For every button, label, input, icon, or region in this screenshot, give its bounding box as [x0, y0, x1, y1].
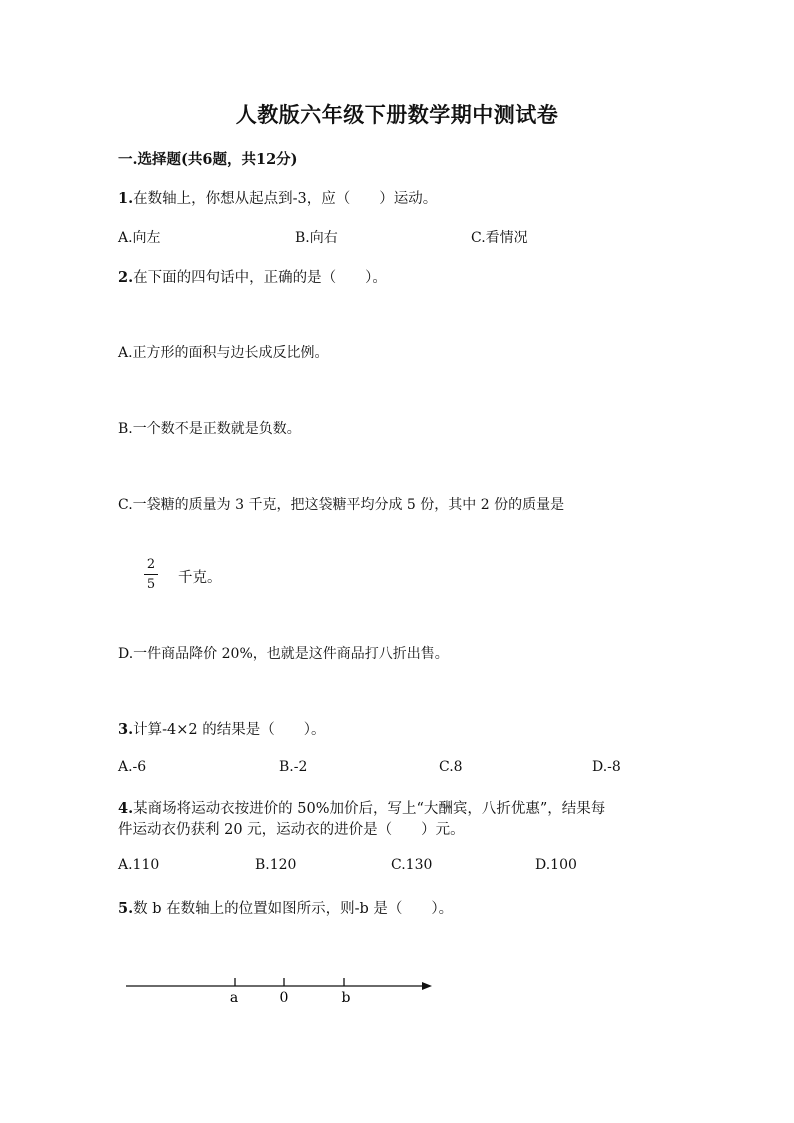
question-number: 5. — [118, 900, 134, 917]
question-4-line2: 件运动衣仍获利 20 元，运动衣的进价是（ ）元。 — [118, 822, 465, 838]
question-text: 在数轴上，你想从起点到-3，应（ ）运动。 — [133, 191, 438, 207]
page-title: 人教版六年级下册数学期中测试卷 — [235, 102, 559, 127]
option-b: B.向右 — [295, 230, 338, 246]
fraction-numerator: 2 — [146, 557, 156, 572]
option-a: A.-6 — [118, 759, 147, 775]
fraction-unit: 千克。 — [178, 570, 222, 586]
arrow-right-icon — [422, 982, 432, 990]
option-b: B.120 — [255, 857, 297, 873]
question-text-line1: 某商场将运动衣按进价的 50%加价后，写上“大酬宾，八折优惠”，结果每 — [133, 801, 606, 817]
fraction — [144, 557, 158, 592]
fraction-bar — [144, 574, 158, 575]
question-text: 数 b 在数轴上的位置如图所示，则-b 是（ ）。 — [133, 901, 454, 917]
option-d: D.-8 — [592, 759, 621, 775]
label-a: a — [229, 990, 239, 1006]
label-zero: 0 — [279, 990, 289, 1006]
question-2 — [118, 266, 387, 287]
option-c: C.一袋糖的质量为 3 千克，把这袋糖平均分成 5 份，其中 2 份的质量是 — [118, 497, 565, 513]
question-5 — [118, 897, 453, 918]
option-c: C.看情况 — [471, 230, 528, 246]
option-a: A.110 — [118, 857, 160, 873]
option-d: D.一件商品降价 20%，也就是这件商品打八折出售。 — [118, 646, 449, 662]
option-b: B.一个数不是正数就是负数。 — [118, 421, 301, 437]
question-number: 3. — [118, 721, 134, 738]
label-b: b — [341, 990, 351, 1006]
section-heading: 一.选择题(共6题，共12分) — [118, 151, 298, 168]
question-text: 计算-4×2 的结果是（ ）。 — [133, 722, 326, 738]
option-c: C.8 — [439, 759, 463, 775]
option-b: B.-2 — [279, 759, 308, 775]
option-a: A.向左 — [118, 230, 161, 246]
question-text: 在下面的四句话中，正确的是（ ）。 — [133, 270, 387, 286]
option-a: A.正方形的面积与边长成反比例。 — [118, 345, 329, 361]
option-d: D.100 — [535, 857, 577, 873]
question-3 — [118, 718, 326, 739]
number-line — [120, 966, 440, 1010]
question-number: 2. — [118, 269, 134, 286]
question-number: 4. — [118, 800, 134, 817]
question-4 — [118, 797, 605, 818]
question-1 — [118, 187, 437, 208]
question-number: 1. — [118, 190, 134, 207]
option-c: C.130 — [391, 857, 433, 873]
fraction-denominator: 5 — [146, 577, 156, 592]
